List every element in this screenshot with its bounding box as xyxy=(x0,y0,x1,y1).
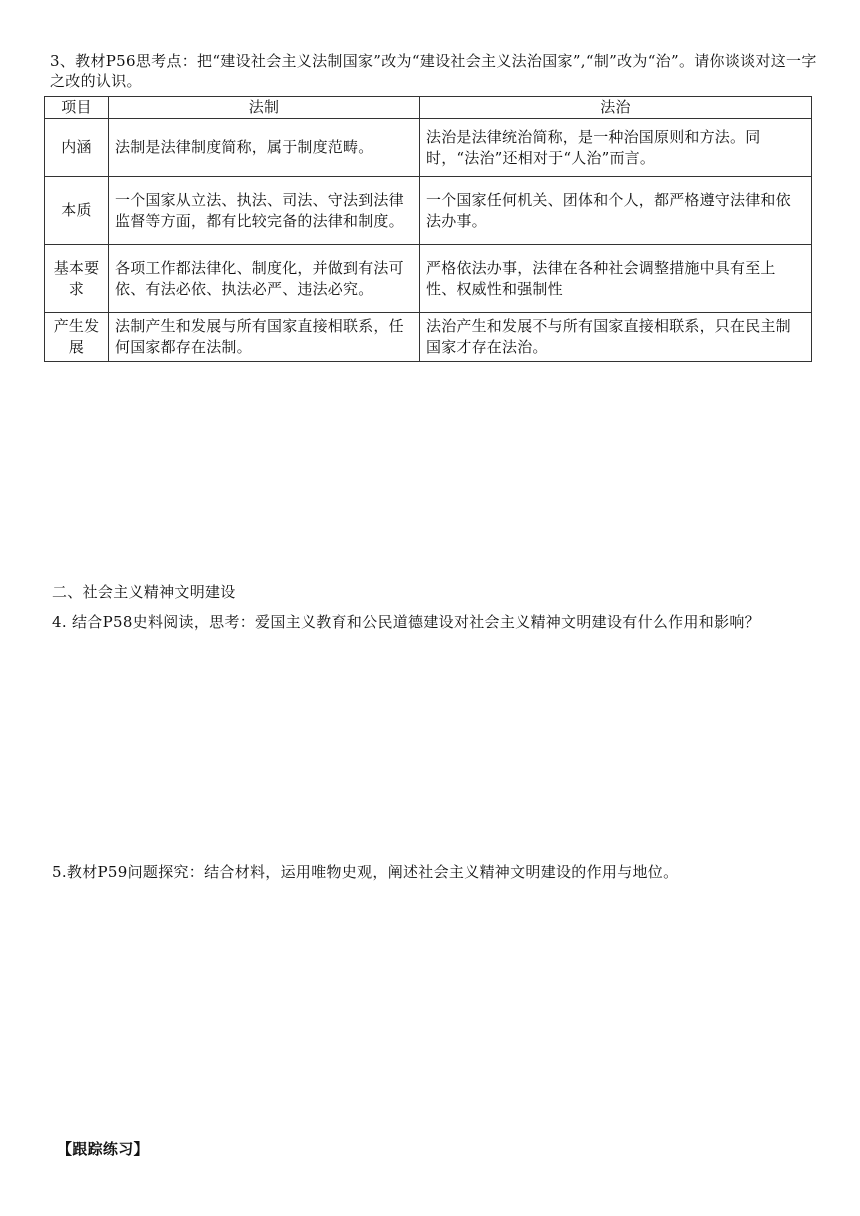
fazhi-rule-cell: 法治是法律统治简称，是一种治国原则和方法。同时，“法治”还相对于“人治”而言。 xyxy=(420,119,812,177)
table-row xyxy=(45,119,812,177)
header-fazhi-system: 法制 xyxy=(109,97,420,119)
fazhi-rule-cell: 一个国家任何机关、团体和个人，都严格遵守法律和依法办事。 xyxy=(420,177,812,245)
row-item-label: 基本要求 xyxy=(45,245,109,313)
question-3-text: 3、教材P56思考点：把“建设社会主义法制国家”改为“建设社会主义法治国家”,“制”改为“治”。请你谈谈对这一字之改的认识。 xyxy=(50,52,817,90)
header-item: 项目 xyxy=(45,97,109,119)
question-5-text: 5.教材P59问题探究：结合材料，运用唯物史观，阐述社会主义精神文明建设的作用与地位。 xyxy=(52,863,679,881)
table-header-row xyxy=(45,97,812,119)
fazhi-system-cell: 各项工作都法律化、制度化，并做到有法可依、有法必依、执法必严、违法必究。 xyxy=(109,245,420,313)
row-item-label: 内涵 xyxy=(45,119,109,177)
practice-heading: 【跟踪练习】 xyxy=(57,1140,149,1158)
fazhi-system-cell: 法制产生和发展与所有国家直接相联系，任何国家都存在法制。 xyxy=(109,313,420,362)
fazhi-rule-cell: 法治产生和发展不与所有国家直接相联系，只在民主制国家才存在法治。 xyxy=(420,313,812,362)
fazhi-system-cell: 法制是法律制度简称，属于制度范畴。 xyxy=(109,119,420,177)
table-row xyxy=(45,177,812,245)
section-2-heading: 二、社会主义精神文明建设 xyxy=(52,583,236,601)
table-row xyxy=(45,313,812,362)
fazhi-system-cell: 一个国家从立法、执法、司法、守法到法律监督等方面，都有比较完备的法律和制度。 xyxy=(109,177,420,245)
row-item-label: 产生发展 xyxy=(45,313,109,362)
row-item-label: 本质 xyxy=(45,177,109,245)
comparison-table xyxy=(44,96,812,362)
question-4-text: 4. 结合P58史料阅读，思考：爱国主义教育和公民道德建设对社会主义精神文明建设有什么作用和影响？ xyxy=(52,613,760,631)
header-fazhi-rule: 法治 xyxy=(420,97,812,119)
fazhi-rule-cell: 严格依法办事，法律在各种社会调整措施中具有至上性、权威性和强制性 xyxy=(420,245,812,313)
table-row xyxy=(45,245,812,313)
